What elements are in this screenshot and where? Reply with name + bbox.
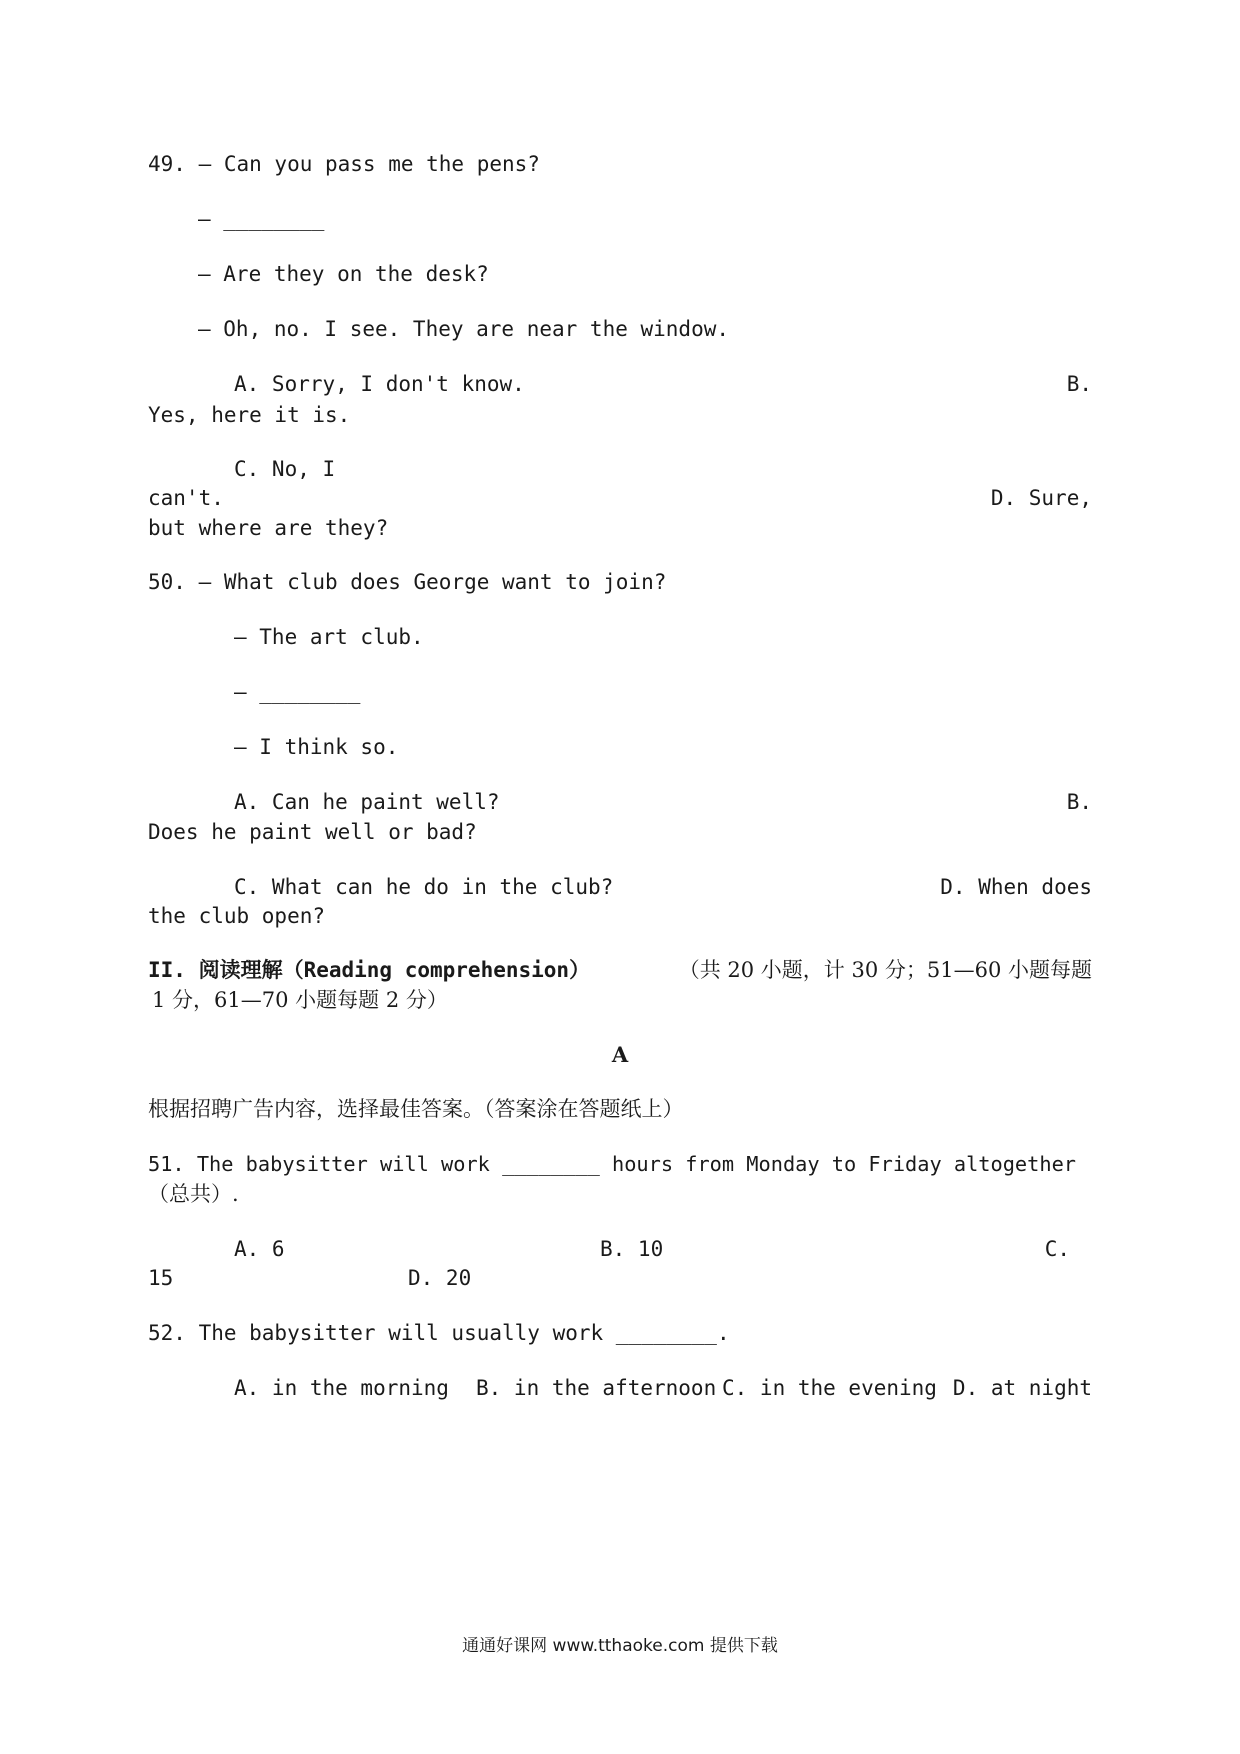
q51-option-b: B. 10 bbox=[600, 1237, 664, 1261]
q49-dialog-line-3: — Oh, no. I see. They are near the window. bbox=[198, 317, 730, 341]
q50-option-a: A. Can he paint well? bbox=[234, 790, 500, 814]
q49-option-d-line-2: but where are they? bbox=[148, 516, 389, 540]
q49-option-d-line-1: D. Sure, bbox=[990, 486, 1092, 510]
q49-option-c-line-2: can't. bbox=[148, 486, 224, 510]
q50-option-c: C. What can he do in the club? bbox=[234, 875, 614, 899]
q49-stem: 49. — Can you pass me the pens? bbox=[148, 152, 540, 176]
q49-option-b-label: B. bbox=[1066, 372, 1092, 396]
q50-dialog-line-2: — ________ bbox=[234, 680, 361, 704]
q52-option-d: D. at night bbox=[952, 1376, 1092, 1400]
section-scoring-line-2: 1 分，61—70 小题每题 2 分） bbox=[152, 988, 448, 1012]
q52-option-b: B. in the afternoon bbox=[476, 1376, 717, 1400]
q52-stem: 52. The babysitter will usually work ________. bbox=[148, 1321, 730, 1345]
q52-option-a: A. in the morning bbox=[234, 1376, 449, 1400]
q51-option-c-text: 15 bbox=[148, 1266, 174, 1290]
q51-option-d: D. 20 bbox=[408, 1266, 472, 1290]
part-heading: A bbox=[611, 1042, 629, 1067]
q50-option-b-label: B. bbox=[1066, 790, 1092, 814]
q50-option-d-line-2: the club open? bbox=[148, 904, 326, 928]
q50-stem: 50. — What club does George want to join? bbox=[148, 570, 667, 594]
q50-option-d-line-1: D. When does bbox=[940, 875, 1092, 899]
q49-dialog-line-2: — Are they on the desk? bbox=[198, 262, 489, 286]
part-instruction: 根据招聘广告内容，选择最佳答案。（答案涂在答题纸上） bbox=[148, 1097, 684, 1121]
q49-option-a: A. Sorry, I don't know. bbox=[234, 372, 525, 396]
section-scoring-line-1: （共 20 小题，计 30 分；51—60 小题每题 bbox=[678, 958, 1092, 982]
page-footer: 通通好课网 www.tthaoke.com 提供下载 bbox=[462, 1636, 778, 1656]
q49-option-b-text: Yes, here it is. bbox=[148, 403, 351, 427]
q51-stem-line-2: （总共）. bbox=[148, 1182, 239, 1206]
q49-dialog-line-1: — ________ bbox=[198, 207, 325, 231]
q50-option-b-text: Does he paint well or bad? bbox=[148, 820, 477, 844]
q51-option-a: A. 6 bbox=[234, 1237, 285, 1261]
section-title: II. 阅读理解（Reading comprehension） bbox=[148, 958, 591, 982]
q50-dialog-line-3: — I think so. bbox=[234, 735, 399, 759]
q49-option-c-line-1: C. No, I bbox=[234, 457, 336, 481]
q51-stem-line-1: 51. The babysitter will work ________ hours from Monday to Friday altogether bbox=[148, 1152, 1076, 1176]
q51-option-c-label: C. bbox=[1044, 1237, 1070, 1261]
q50-dialog-line-1: — The art club. bbox=[234, 625, 424, 649]
q52-option-c: C. in the evening bbox=[722, 1376, 937, 1400]
